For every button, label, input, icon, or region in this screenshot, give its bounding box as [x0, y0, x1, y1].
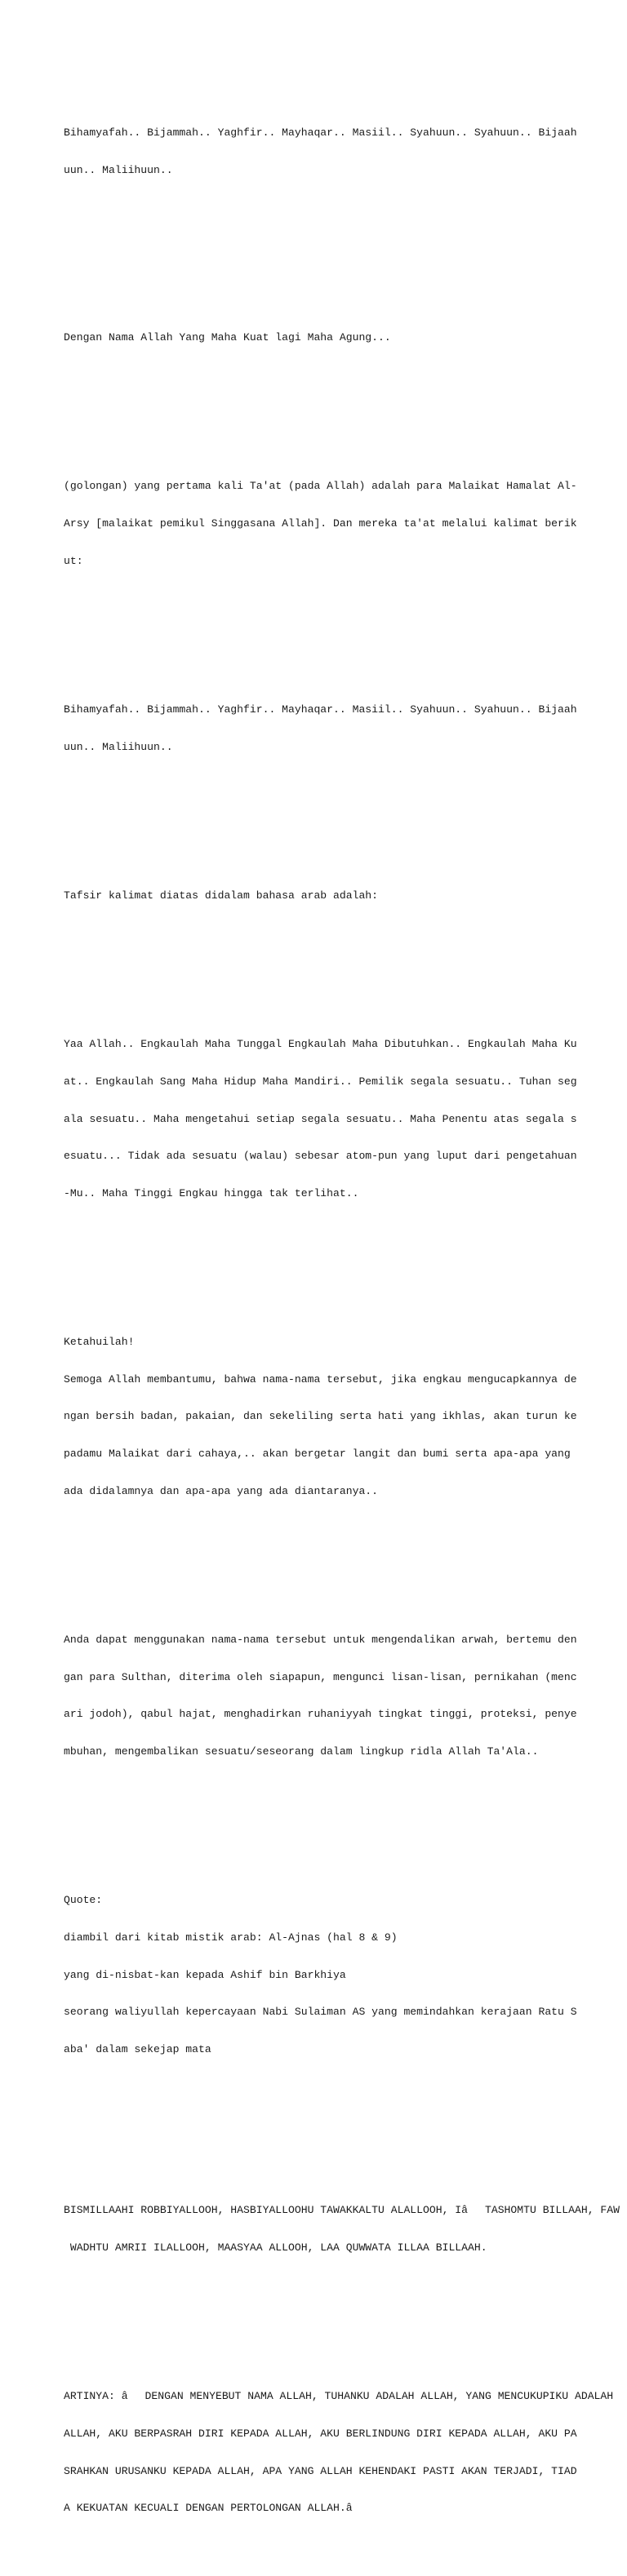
text-line: A KEKUATAN KECUALI DENGAN PERTOLONGAN ALLAH.â — [64, 2502, 370, 2515]
paragraph-bihamyafah-2 — [64, 679, 612, 778]
text-line: Bihamyafah.. Bijammah.. Yaghfir.. Mayhaqar.. Masiil.. Syahuun.. Syahuun.. Bijaah — [64, 126, 577, 140]
text-line: uun.. Maliihuun.. — [64, 163, 173, 176]
text-line: ala sesuatu.. Maha mengetahui setiap segala sesuatu.. Maha Penentu atas segala s — [64, 1112, 577, 1125]
text-line: WADHTU AMRII ILALLOOH, MAASYAA ALLOOH, LAA QUWWATA ILLAA BILLAAH. — [64, 2241, 487, 2255]
paragraph-bihamyafah-1 — [64, 102, 612, 202]
text-line: esuatu... Tidak ada sesuatu (walau) sebesar atom-pun yang luput dari pengetahuan — [64, 1150, 577, 1163]
text-line: BISMILLAAHI ROBBIYALLOOH, HASBIYALLOOHU TAWAKKALTU ALALLOOH, IâTASHOMTU BILLAAH, FAW — [64, 2204, 620, 2217]
text-line: at.. Engkaulah Sang Maha Hidup Maha Mandiri.. Pemilik segala sesuatu.. Tuhan seg — [64, 1075, 577, 1088]
text-line: Bihamyafah.. Bijammah.. Yaghfir.. Mayhaqar.. Masiil.. Syahuun.. Syahuun.. Bijaah — [64, 703, 577, 716]
text-line: Dengan Nama Allah Yang Maha Kuat lagi Maha Agung... — [64, 330, 391, 344]
text-line: ari jodoh), qabul hajat, menghadirkan ruhaniyyah tingkat tinggi, proteksi, penye — [64, 1708, 577, 1721]
paragraph-ketahuilah — [64, 1311, 612, 1522]
text-line: mbuhan, mengembalikan sesuatu/seseorang dalam lingkup ridla Allah Ta'Ala.. — [64, 1745, 539, 1758]
text-line: gan para Sulthan, diterima oleh siapapun, mengunci lisan-lisan, pernikahan (menc — [64, 1670, 577, 1683]
text-line: SRAHKAN URUSANKU KEPADA ALLAH, APA YANG ALLAH KEHENDAKI PASTI AKAN TERJADI, TIAD — [64, 2464, 577, 2477]
paragraph-tafsir — [64, 865, 612, 927]
text-line: (golongan) yang pertama kali Ta'at (pada Allah) adalah para Malaikat Hamalat Al- — [64, 480, 577, 493]
text-line: uun.. Maliihuun.. — [64, 740, 173, 753]
text-line: ALLAH, AKU BERPASRAH DIRI KEPADA ALLAH, AKU BERLINDUNG DIRI KEPADA ALLAH, AKU PA — [64, 2427, 577, 2441]
text-line: Semoga Allah membantumu, bahwa nama-nama tersebut, jika engkau mengucapkannya de — [64, 1372, 577, 1386]
text-line: padamu Malaikat dari cahaya,.. akan bergetar langit dan bumi serta apa-apa yang — [64, 1448, 571, 1461]
paragraph-quote — [64, 1869, 612, 2080]
text-line: ut: — [64, 554, 83, 567]
document-body — [64, 64, 620, 2576]
paragraph-bismillaahi — [64, 2179, 620, 2279]
text-line: ARTINYA: âDENGAN MENYEBUT NAMA ALLAH, TUHANKU ADALAH ALLAH, YANG MENCUKUPIKU ADALAH — [64, 2390, 614, 2403]
paragraph-anda-dapat — [64, 1609, 612, 1783]
text-line: Yaa Allah.. Engkaulah Maha Tunggal Engkaulah Maha Dibutuhkan.. Engkaulah Maha Ku — [64, 1038, 577, 1051]
text-line: Ketahuilah! — [64, 1336, 135, 1349]
text-line: ada didalamnya dan apa-apa yang ada diantaranya.. — [64, 1484, 379, 1497]
paragraph-artinya — [64, 2365, 612, 2539]
text-line: Quote: — [64, 1894, 103, 1907]
paragraph-dengan-nama — [64, 306, 612, 368]
text-line: diambil dari kitab mistik arab: Al-Ajnas (hal 8 & 9) — [64, 1931, 398, 1944]
text-line: -Mu.. Maha Tinggi Engkau hingga tak terlihat.. — [64, 1186, 359, 1199]
text-line: Tafsir kalimat diatas didalam bahasa arab adalah: — [64, 889, 379, 902]
paragraph-golongan — [64, 455, 612, 592]
text-line: aba' dalam sekejap mata — [64, 2042, 211, 2055]
text-line: yang di-nisbat-kan kepada Ashif bin Barkhiya — [64, 1968, 346, 1981]
text-line: Arsy [malaikat pemikul Singgasana Allah]. Dan mereka ta'at melalui kalimat berik — [64, 517, 577, 530]
text-line: ngan bersih badan, pakaian, dan sekeliling serta hati yang ikhlas, akan turun ke — [64, 1410, 577, 1423]
text-line: seorang waliyullah kepercayaan Nabi Sulaiman AS yang memindahkan kerajaan Ratu S — [64, 2006, 577, 2019]
text-line: Anda dapat menggunakan nama-nama tersebut untuk mengendalikan arwah, bertemu den — [64, 1634, 577, 1647]
paragraph-yaa-allah — [64, 1013, 612, 1224]
